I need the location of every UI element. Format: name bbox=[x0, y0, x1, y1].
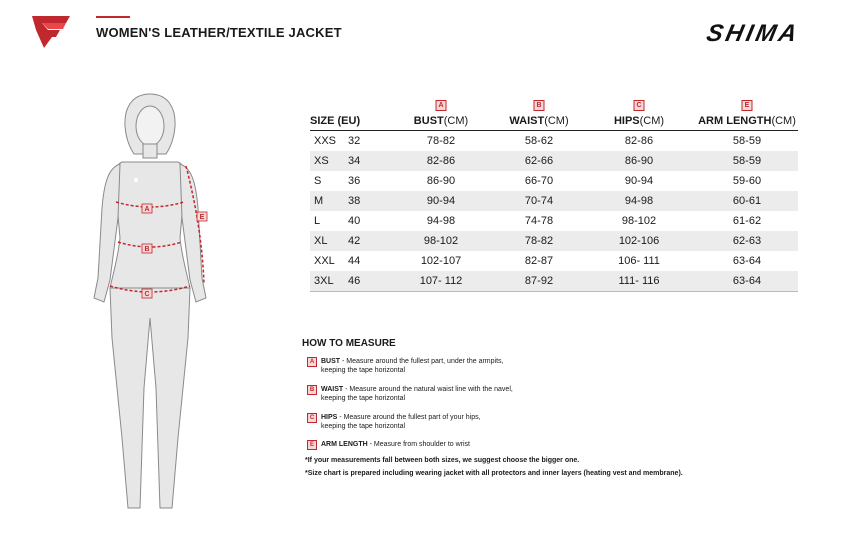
cell-arm: 63-64 bbox=[732, 275, 762, 287]
table-row bbox=[310, 271, 798, 291]
cell-bust: 90-94 bbox=[426, 195, 456, 207]
cell-eu: 36 bbox=[348, 175, 361, 187]
table-row bbox=[310, 191, 798, 211]
cell-bust: 107- 112 bbox=[419, 275, 463, 287]
cell-size: XXS bbox=[314, 135, 337, 147]
body-figure bbox=[80, 88, 220, 523]
column-header-arm-length: ARM LENGTH(CM) bbox=[698, 115, 796, 127]
measure-text: - Measure around the fullest part, under the armpits, bbox=[340, 358, 504, 365]
cell-waist: 82-87 bbox=[524, 255, 554, 267]
cell-size: XXL bbox=[314, 255, 335, 267]
cell-size: XL bbox=[314, 235, 328, 247]
measure-text: - Measure around the natural waist line with the navel, bbox=[343, 386, 513, 393]
cell-arm: 62-63 bbox=[732, 235, 762, 247]
measure-text-2: keeping the tape horizontal bbox=[321, 395, 406, 402]
measure-text: - Measure from shoulder to wrist bbox=[367, 441, 470, 448]
table-row bbox=[310, 131, 798, 151]
cell-waist: 62-66 bbox=[524, 155, 554, 167]
cell-eu: 42 bbox=[348, 235, 361, 247]
column-badge-arm: E bbox=[742, 100, 753, 111]
page-title: WOMEN'S LEATHER/TEXTILE JACKET bbox=[96, 25, 342, 40]
cell-bust: 86-90 bbox=[426, 175, 456, 187]
cell-bust: 78-82 bbox=[426, 135, 456, 147]
cell-bust: 98-102 bbox=[423, 235, 459, 247]
cell-arm: 60-61 bbox=[732, 195, 762, 207]
brand-logo bbox=[664, 20, 840, 51]
measure-text: - Measure around the fullest part of your hips, bbox=[337, 414, 481, 421]
cell-size: M bbox=[314, 195, 324, 207]
measure-name: ARM LENGTH bbox=[321, 441, 368, 448]
measure-name: HIPS bbox=[321, 414, 338, 421]
cell-eu: 46 bbox=[348, 275, 361, 287]
measure-badge: A bbox=[307, 357, 317, 367]
note-between-sizes: *If your measurements fall between both sizes, we suggest choose the bigger one. bbox=[305, 457, 580, 464]
cell-hips: 106- 111 bbox=[618, 255, 660, 267]
marker-b: B bbox=[144, 246, 150, 253]
column-header-size: SIZE (EU) bbox=[310, 115, 361, 127]
cell-hips: 102-106 bbox=[618, 235, 660, 247]
table-row bbox=[310, 231, 798, 251]
size-table bbox=[310, 96, 798, 292]
cell-eu: 32 bbox=[348, 135, 361, 147]
column-badge-waist: B bbox=[534, 100, 545, 111]
cell-hips: 98-102 bbox=[621, 215, 657, 227]
cell-hips: 94-98 bbox=[624, 195, 654, 207]
cell-size: 3XL bbox=[314, 275, 334, 287]
marker-c: C bbox=[144, 291, 150, 298]
cell-waist: 74-78 bbox=[524, 215, 554, 227]
column-badge-hips: C bbox=[634, 100, 645, 111]
column-badge-bust: A bbox=[436, 100, 447, 111]
marker-e: E bbox=[199, 214, 205, 221]
measure-badge: B bbox=[307, 385, 317, 395]
measure-name: WAIST bbox=[321, 386, 344, 393]
table-bottom-rule bbox=[310, 291, 798, 292]
cell-arm: 59-60 bbox=[732, 175, 762, 187]
cell-arm: 58-59 bbox=[732, 135, 762, 147]
cell-arm: 61-62 bbox=[732, 215, 762, 227]
cell-size: L bbox=[314, 215, 321, 227]
cell-hips: 90-94 bbox=[624, 175, 654, 187]
table-row bbox=[310, 211, 798, 231]
measure-badge: C bbox=[307, 413, 317, 423]
cell-eu: 40 bbox=[348, 215, 361, 227]
size-table-header bbox=[310, 96, 798, 131]
cell-waist: 58-62 bbox=[524, 135, 554, 147]
title-accent-rule bbox=[96, 16, 130, 18]
measure-name: BUST bbox=[321, 358, 341, 365]
brand-wordmark: SHIMA bbox=[704, 20, 803, 46]
cell-arm: 58-59 bbox=[732, 155, 762, 167]
cell-arm: 63-64 bbox=[732, 255, 762, 267]
cell-bust: 82-86 bbox=[426, 155, 456, 167]
cell-size: S bbox=[314, 175, 322, 187]
cell-bust: 94-98 bbox=[426, 215, 456, 227]
cell-eu: 44 bbox=[348, 255, 361, 267]
cell-waist: 87-92 bbox=[524, 275, 554, 287]
cell-waist: 78-82 bbox=[524, 235, 554, 247]
marker-a: A bbox=[144, 206, 150, 213]
cell-eu: 38 bbox=[348, 195, 361, 207]
column-header-hips: HIPS(CM) bbox=[613, 115, 665, 127]
table-row bbox=[310, 171, 798, 191]
cell-hips: 82-86 bbox=[624, 135, 654, 147]
cell-waist: 66-70 bbox=[524, 175, 554, 187]
measure-text-2: keeping the tape horizontal bbox=[321, 367, 406, 374]
column-header-bust: BUST(CM) bbox=[413, 115, 469, 127]
cell-bust: 102-107 bbox=[420, 255, 462, 267]
cell-waist: 70-74 bbox=[524, 195, 554, 207]
cell-hips: 111- 116 bbox=[618, 275, 660, 287]
cell-eu: 34 bbox=[348, 155, 361, 167]
measure-badge: E bbox=[307, 440, 317, 450]
table-row bbox=[310, 251, 798, 271]
how-to-measure-title: HOW TO MEASURE bbox=[302, 338, 396, 349]
column-header-waist: WAIST(CM) bbox=[509, 115, 569, 127]
cell-size: XS bbox=[314, 155, 329, 167]
note-size-chart: *Size chart is prepared including wearing jacket with all protectors and inner layers (heating vest and membrane). bbox=[305, 470, 683, 477]
cell-hips: 86-90 bbox=[624, 155, 654, 167]
table-row bbox=[310, 151, 798, 171]
shima-emblem-icon bbox=[30, 14, 72, 55]
measure-text-2: keeping the tape horizontal bbox=[321, 423, 406, 430]
